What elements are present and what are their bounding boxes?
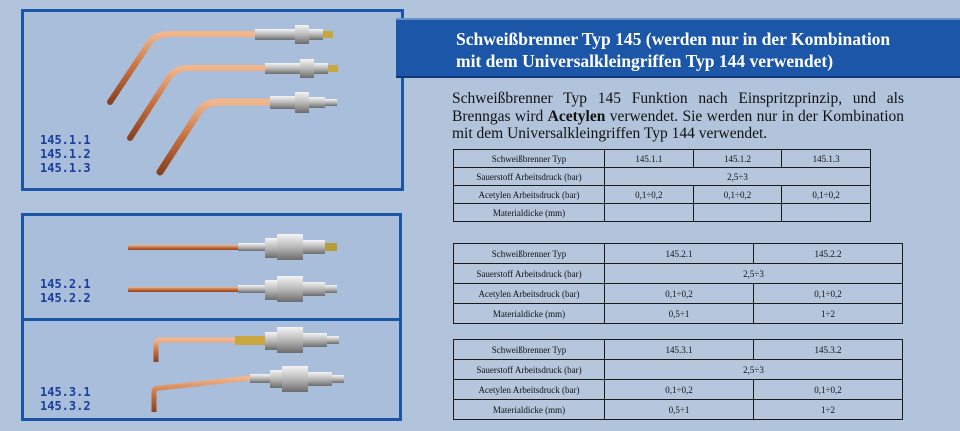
thickness-cell	[693, 204, 782, 222]
panel1-codes	[40, 133, 91, 175]
thickness-cell	[605, 204, 694, 222]
table-row	[454, 340, 903, 360]
code-145-2-2: 145.2.2	[40, 291, 91, 305]
table-row	[454, 400, 903, 420]
table-row	[454, 304, 903, 324]
intro-text-1: Schweißbrenner Typ 145 Funktion nach Einspritzprinzip, und als Brenngas wird	[452, 90, 904, 125]
torch-145-3-image	[140, 322, 360, 422]
acetylene-cell: 0,1÷0,2	[782, 186, 871, 204]
intro-paragraph	[452, 90, 904, 143]
row-label: Materialdicke (mm)	[454, 400, 605, 420]
intro-text-2: verwendet. Sie werden nur in der Kombination mit dem Universalkleingriffen Typ 144 verwendet.	[452, 107, 905, 143]
type-cell: 145.3.1	[605, 340, 754, 360]
row-label: Materialdicke (mm)	[454, 304, 605, 324]
thickness-cell	[782, 204, 871, 222]
table-row	[454, 168, 871, 186]
row-label: Materialdicke (mm)	[454, 204, 605, 222]
panel2-codes	[40, 277, 91, 305]
type-cell: 145.2.1	[605, 244, 754, 264]
type-cell: 145.1.1	[605, 150, 694, 168]
table-row	[454, 284, 903, 304]
acetylene-cell: 0,1÷0,2	[605, 186, 694, 204]
table-row	[454, 204, 871, 222]
thickness-cell: 1÷2	[754, 400, 903, 420]
torch-145-2-image	[120, 228, 360, 308]
thickness-cell: 0,5÷1	[605, 400, 754, 420]
code-145-2-1: 145.2.1	[40, 277, 91, 291]
type-cell: 145.1.3	[782, 150, 871, 168]
row-label: Schweißbrenner Typ	[454, 244, 605, 264]
panel-divider	[21, 318, 402, 321]
type-cell: 145.3.2	[754, 340, 903, 360]
code-145-1-2: 145.1.2	[40, 147, 91, 161]
acetylene-cell: 0,1÷0,2	[605, 380, 754, 400]
table-row	[454, 360, 903, 380]
acetylene-cell: 0,1÷0,2	[693, 186, 782, 204]
type-cell: 145.1.2	[693, 150, 782, 168]
title-line-1: Schweißbrenner Typ 145 (werden nur in der Kombination	[456, 29, 891, 49]
row-label: Schweißbrenner Typ	[454, 150, 605, 168]
thickness-cell: 1÷2	[754, 304, 903, 324]
row-label: Acetylen Arbeitsdruck (bar)	[454, 186, 605, 204]
row-label: Sauerstoff Arbeitsdruck (bar)	[454, 360, 605, 380]
spec-table-145-2	[453, 243, 903, 324]
intro-bold-acetylen: Acetylen	[547, 107, 606, 125]
title-line-2: mit dem Universalkleingriffen Typ 144 verwendet)	[456, 51, 834, 71]
row-label: Sauerstoff Arbeitsdruck (bar)	[454, 168, 605, 186]
type-cell: 145.2.2	[754, 244, 903, 264]
acetylene-cell: 0,1÷0,2	[754, 380, 903, 400]
row-label: Sauerstoff Arbeitsdruck (bar)	[454, 264, 605, 284]
acetylene-cell: 0,1÷0,2	[754, 284, 903, 304]
code-145-3-2: 145.3.2	[40, 399, 91, 413]
acetylene-cell: 0,1÷0,2	[605, 284, 754, 304]
table-row	[454, 244, 903, 264]
spec-table-145-3	[453, 339, 903, 420]
oxygen-cell: 2,5÷3	[605, 168, 871, 186]
torch-145-1-image	[90, 20, 370, 180]
oxygen-cell: 2,5÷3	[605, 360, 903, 380]
code-145-3-1: 145.3.1	[40, 385, 91, 399]
page-title	[396, 18, 960, 78]
thickness-cell: 0,5÷1	[605, 304, 754, 324]
code-145-1-1: 145.1.1	[40, 133, 91, 147]
code-145-1-3: 145.1.3	[40, 161, 91, 175]
table-row	[454, 186, 871, 204]
row-label: Acetylen Arbeitsdruck (bar)	[454, 284, 605, 304]
table-row	[454, 380, 903, 400]
row-label: Schweißbrenner Typ	[454, 340, 605, 360]
table-row	[454, 150, 871, 168]
panel3-codes	[40, 385, 91, 413]
table-row	[454, 264, 903, 284]
row-label: Acetylen Arbeitsdruck (bar)	[454, 380, 605, 400]
oxygen-cell: 2,5÷3	[605, 264, 903, 284]
spec-table-145-1	[453, 149, 871, 222]
